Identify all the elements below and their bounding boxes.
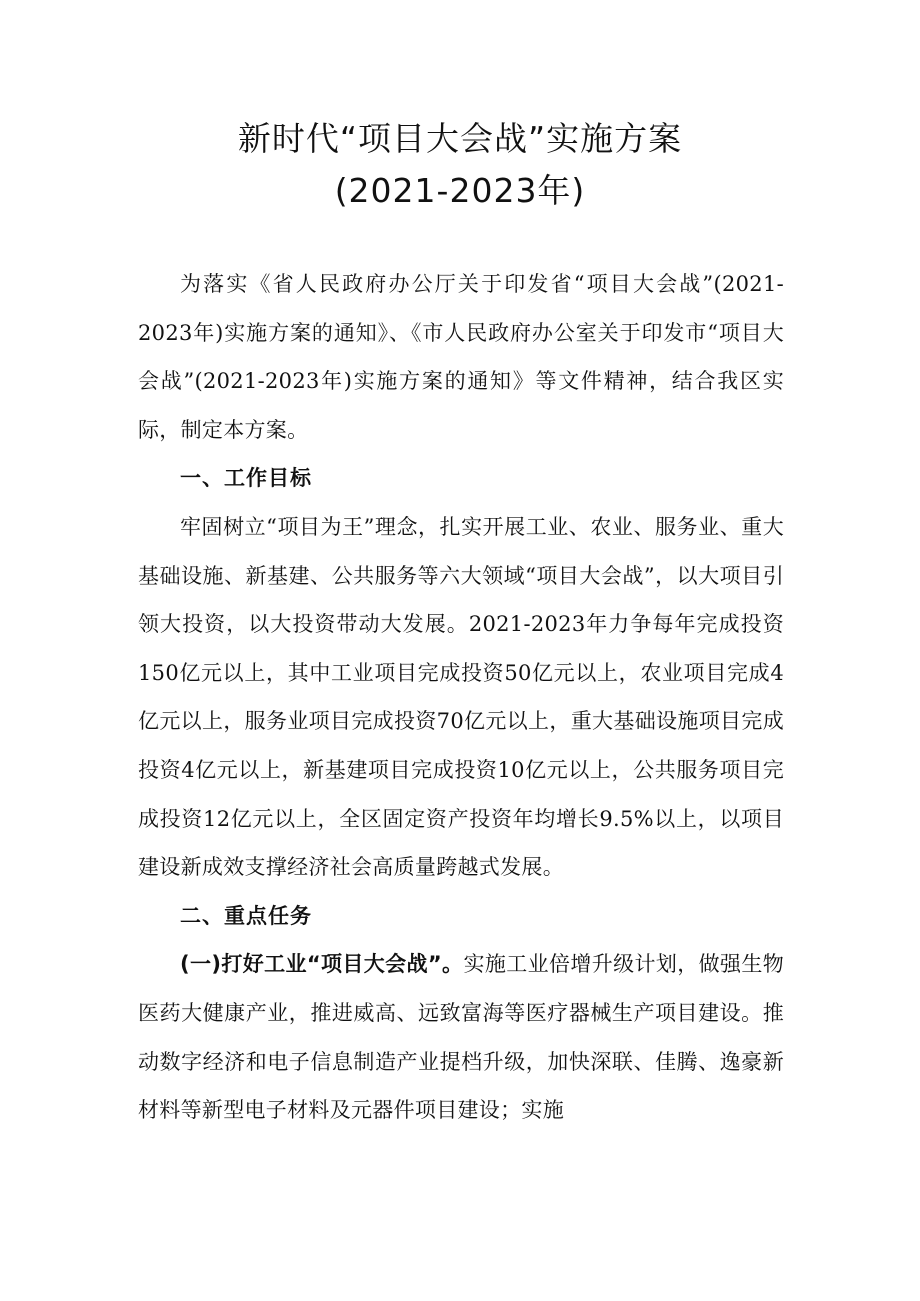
document-body [138,260,784,1135]
task-item-industry [138,940,784,1134]
section-heading-tasks: 二、重点任务 [180,903,312,928]
task-item-industry-body: 实施工业倍增升级计划，做强生物医药大健康产业，推进威高、远致富海等医疗器械生产项目建设。推动数字经济和电子信息制造产业提档升级，加快深联、佳腾、逸豪新材料等新型电子材料及元器件项目建设；实施 [138,952,784,1123]
task-item-industry-lead: (一)打好工业“项目大会战”。 [180,952,464,977]
document-title: 新时代“项目大会战”实施方案 [237,119,683,158]
section-heading-goals: 一、工作目标 [180,466,312,491]
document-title-years: (2021-2023年) [334,171,586,210]
intro-paragraph: 为落实《省人民政府办公厅关于印发省“项目大会战”(2021-2023年)实施方案的通知》、《市人民政府办公室关于印发市“项目大会战”(2021-2023年)实施方案的通知》等文件精神，结合我区实际，制定本方案。 [138,272,784,442]
goals-paragraph: 牢固树立“项目为王”理念，扎实开展工业、农业、服务业、重大基础设施、新基建、公共服务等六大领域“项目大会战”，以大项目引领大投资，以大投资带动大发展。2021-2023年力争每年完成投资150亿元以上，其中工业项目完成投资50亿元以上，农业项目完成4亿元以上，服务业项目完成投资70亿元以上，重大基础设施项目完成投资4亿元以上，新基建项目完成投资10亿元以上，公共服务项目完成投资12亿元以上，全区固定资产投资年均增长9.5%以上，以项目建设新成效支撑经济社会高质量跨越式发展。 [138,514,784,880]
